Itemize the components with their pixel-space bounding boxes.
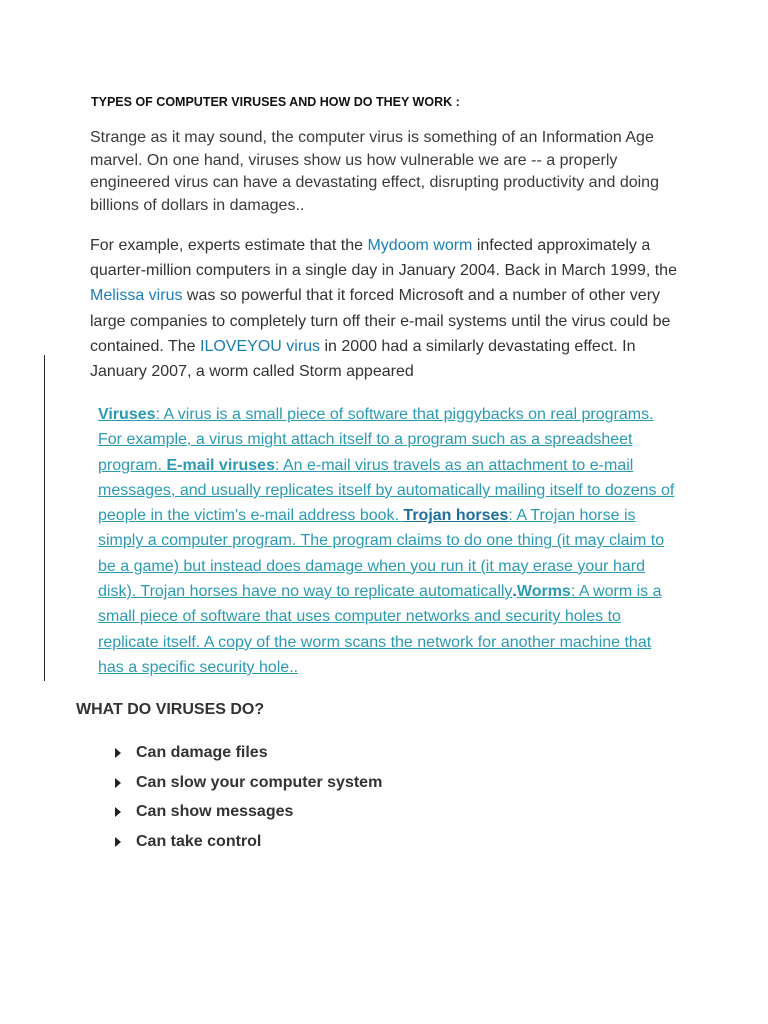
triangle-right-icon xyxy=(115,807,121,817)
examples-text-1: For example, experts estimate that the xyxy=(90,237,368,254)
triangle-right-icon xyxy=(115,748,121,758)
examples-text-4: in 2000 had a similarly devastating effect. In January 2007, a worm called Storm appeared xyxy=(90,337,636,381)
email-viruses-term[interactable]: E-mail viruses xyxy=(166,456,275,474)
viruses-definition[interactable]: : A virus is a small piece of software that piggybacks on real programs. For example, a virus might attach itself to a program such as a spreadsheet program. xyxy=(98,406,654,474)
email-viruses-definition[interactable]: : An e-mail virus travels as an attachment to e-mail messages, and usually replicates itself by automatically mailing itself to dozens of people in the victim's e-mail address book. xyxy=(98,456,675,525)
virus-types-paragraph[interactable] xyxy=(98,402,678,680)
document-heading: TYPES OF COMPUTER VIRUSES AND HOW DO THEY WORK : xyxy=(91,95,460,109)
trojan-horses-term[interactable]: Trojan horses xyxy=(403,507,509,525)
iloveyou-virus-link[interactable]: ILOVEYOU virus xyxy=(200,337,321,355)
section-title: WHAT DO VIRUSES DO? xyxy=(76,701,265,718)
examples-paragraph xyxy=(90,233,680,384)
list-item-label: Can take control xyxy=(136,832,262,850)
list-item-label: Can damage files xyxy=(136,744,268,761)
intro-paragraph: Strange as it may sound, the computer virus is something of an Information Age marvel. On one hand, viruses show us how vulnerable we are -- a properly engineered virus can have a devastating effect, disrupting productivity and doing billions of dollars in damages.. xyxy=(90,129,659,214)
separator-dot: . xyxy=(512,583,517,601)
text-cursor-bar xyxy=(44,355,45,681)
viruses-term[interactable]: Viruses xyxy=(98,406,156,423)
examples-text-2: infected approximately a quarter-million computers in a single day in January 2004. Back in March 1999, the xyxy=(90,237,677,280)
list-item-label: Can slow your computer system xyxy=(136,773,383,791)
list-item-label: Can show messages xyxy=(136,803,294,820)
melissa-virus-link[interactable]: Melissa virus xyxy=(90,287,183,305)
mydoom-worm-link[interactable]: Mydoom worm xyxy=(367,237,473,254)
worms-term[interactable]: Worms xyxy=(516,583,571,601)
triangle-right-icon xyxy=(115,837,121,847)
examples-text-3: was so powerful that it forced Microsoft and a number of other very large companies to completely turn off their e-mail systems until the virus could be contained. The xyxy=(90,287,671,355)
worms-definition[interactable]: : A worm is a small piece of software that uses computer networks and security holes to replicate itself. A copy of the worm scans the network for another machine that has a specific security hole.. xyxy=(98,583,662,676)
triangle-right-icon xyxy=(115,778,121,788)
trojan-horses-definition[interactable]: : A Trojan horse is simply a computer program. The program claims to do one thing (it may claim to be a game) but instead does damage when you run it (it may erase your hard disk). Trojan horses have no way to replicate automatically xyxy=(98,507,665,601)
